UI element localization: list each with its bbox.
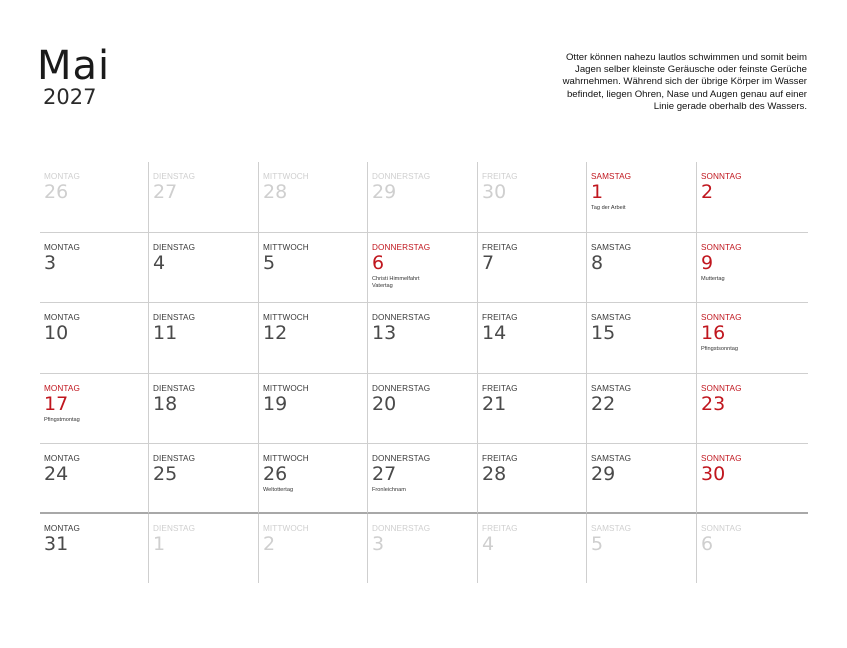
day-number: 31 [44,533,69,555]
weekday-label: DONNERSTAG [372,313,431,322]
day-cell [258,374,367,444]
day-cell [696,162,808,233]
day-number: 6 [701,533,714,555]
day-number: 1 [153,533,166,555]
day-cell [40,162,148,233]
weekday-label: SAMSTAG [591,313,632,322]
day-cell [586,233,696,303]
weekday-label: DIENSTAG [153,313,196,322]
holiday-label: Pfingstsonntag [701,346,739,352]
weekday-label: MITTWOCH [263,172,309,181]
day-cell [586,374,696,444]
day-cell [586,162,696,233]
day-cell [258,303,367,374]
day-cell [40,444,148,514]
weekday-label: DIENSTAG [153,243,196,252]
day-number: 3 [44,252,57,274]
day-cell [40,303,148,374]
weekday-label: MITTWOCH [263,524,309,533]
day-cell [696,374,808,444]
weekday-label: DIENSTAG [153,524,196,533]
weekday-label: MONTAG [44,454,80,463]
weekday-label: MITTWOCH [263,384,309,393]
weekday-label: FREITAG [482,243,518,252]
day-cell [367,374,477,444]
weekday-label: DIENSTAG [153,172,196,181]
day-number: 2 [701,181,714,203]
day-number: 26 [44,181,69,203]
weekday-label: MONTAG [44,313,80,322]
day-number: 15 [591,322,616,344]
day-cell [477,162,586,233]
weekday-label: FREITAG [482,313,518,322]
day-cell [477,303,586,374]
day-number: 1 [591,181,604,203]
day-cell [696,303,808,374]
calendar-grid [40,162,808,583]
weekday-label: DONNERSTAG [372,384,431,393]
weekday-label: MONTAG [44,524,80,533]
holiday-label: Pfingstmontag [44,417,80,423]
weekday-label: FREITAG [482,524,518,533]
day-cell [367,303,477,374]
weekday-label: MITTWOCH [263,313,309,322]
weekday-label: MONTAG [44,243,80,252]
day-cell [696,514,808,583]
weekday-label: DONNERSTAG [372,454,431,463]
weekday-label: DONNERSTAG [372,524,431,533]
year-label: 2027 [43,85,97,109]
day-number: 17 [44,393,69,415]
day-number: 3 [372,533,385,555]
day-number: 30 [701,463,726,485]
day-cell [40,233,148,303]
day-number: 22 [591,393,616,415]
day-cell [477,444,586,514]
day-cell [148,514,258,583]
day-cell [148,374,258,444]
day-number: 8 [591,252,604,274]
weekday-label: SONNTAG [701,384,742,393]
day-number: 14 [482,322,507,344]
weekday-label: DIENSTAG [153,454,196,463]
day-cell [367,233,477,303]
day-number: 11 [153,322,178,344]
day-number: 24 [44,463,69,485]
day-cell [367,444,477,514]
weekday-label: SAMSTAG [591,384,632,393]
day-number: 5 [591,533,604,555]
day-cell [696,444,808,514]
day-number: 4 [153,252,166,274]
day-number: 10 [44,322,69,344]
day-cell [258,233,367,303]
day-number: 30 [482,181,507,203]
weekday-label: SONNTAG [701,454,742,463]
day-cell [258,162,367,233]
day-number: 29 [591,463,616,485]
weekday-label: SAMSTAG [591,454,632,463]
weekday-label: SAMSTAG [591,172,632,181]
day-number: 16 [701,322,726,344]
weekday-label: DONNERSTAG [372,172,431,181]
day-cell [477,374,586,444]
day-cell [148,303,258,374]
day-number: 12 [263,322,288,344]
weekday-label: MONTAG [44,172,80,181]
day-number: 13 [372,322,397,344]
weekday-label: FREITAG [482,454,518,463]
day-number: 28 [263,181,288,203]
day-number: 4 [482,533,495,555]
day-number: 6 [372,252,385,274]
day-cell [40,374,148,444]
day-cell [477,514,586,583]
day-number: 2 [263,533,276,555]
weekday-label: SONNTAG [701,172,742,181]
day-number: 28 [482,463,507,485]
day-cell [696,233,808,303]
day-cell [148,162,258,233]
day-number: 19 [263,393,288,415]
weekday-label: SONNTAG [701,313,742,322]
day-cell [148,444,258,514]
day-number: 25 [153,463,178,485]
day-cell [586,444,696,514]
weekday-label: MITTWOCH [263,243,309,252]
day-number: 18 [153,393,178,415]
day-number: 20 [372,393,397,415]
weekday-label: MONTAG [44,384,80,393]
holiday-label: Weltottertag [263,487,294,493]
weekday-label: FREITAG [482,172,518,181]
day-cell [586,303,696,374]
weekday-label: DIENSTAG [153,384,196,393]
weekday-label: SAMSTAG [591,524,632,533]
day-number: 27 [372,463,397,485]
day-number: 7 [482,252,495,274]
day-cell [258,444,367,514]
day-number: 27 [153,181,178,203]
weekday-label: SONNTAG [701,524,742,533]
weekday-label: SONNTAG [701,243,742,252]
weekday-label: MITTWOCH [263,454,309,463]
month-title: Mai [37,43,111,89]
holiday-label: Tag der Arbeit [591,205,626,211]
day-cell [148,233,258,303]
weekday-label: DONNERSTAG [372,243,431,252]
day-number: 9 [701,252,714,274]
day-cell [367,514,477,583]
otter-fact-text: Otter können nahezu lautlos schwimmen und somit beim Jagen selber kleinste Geräusche oder feinste Gerüche wahrnehmen. Während sich der übrige Körper im Wasser befindet, liegen Ohren, Nase und Augen genau auf einer Linie gerade oberhalb des Wassers. [562,52,807,112]
day-number: 21 [482,393,507,415]
day-number: 29 [372,181,397,203]
holiday-label: Fronleichnam [372,487,406,493]
holiday-label: Muttertag [701,276,725,282]
day-cell [586,514,696,583]
day-cell [367,162,477,233]
holiday-label: Christi Himmelfahrt Vatertag [372,276,420,289]
weekday-label: FREITAG [482,384,518,393]
day-number: 23 [701,393,726,415]
day-cell [40,514,148,583]
day-number: 26 [263,463,288,485]
day-number: 5 [263,252,276,274]
weekday-label: SAMSTAG [591,243,632,252]
day-cell [258,514,367,583]
day-cell [477,233,586,303]
